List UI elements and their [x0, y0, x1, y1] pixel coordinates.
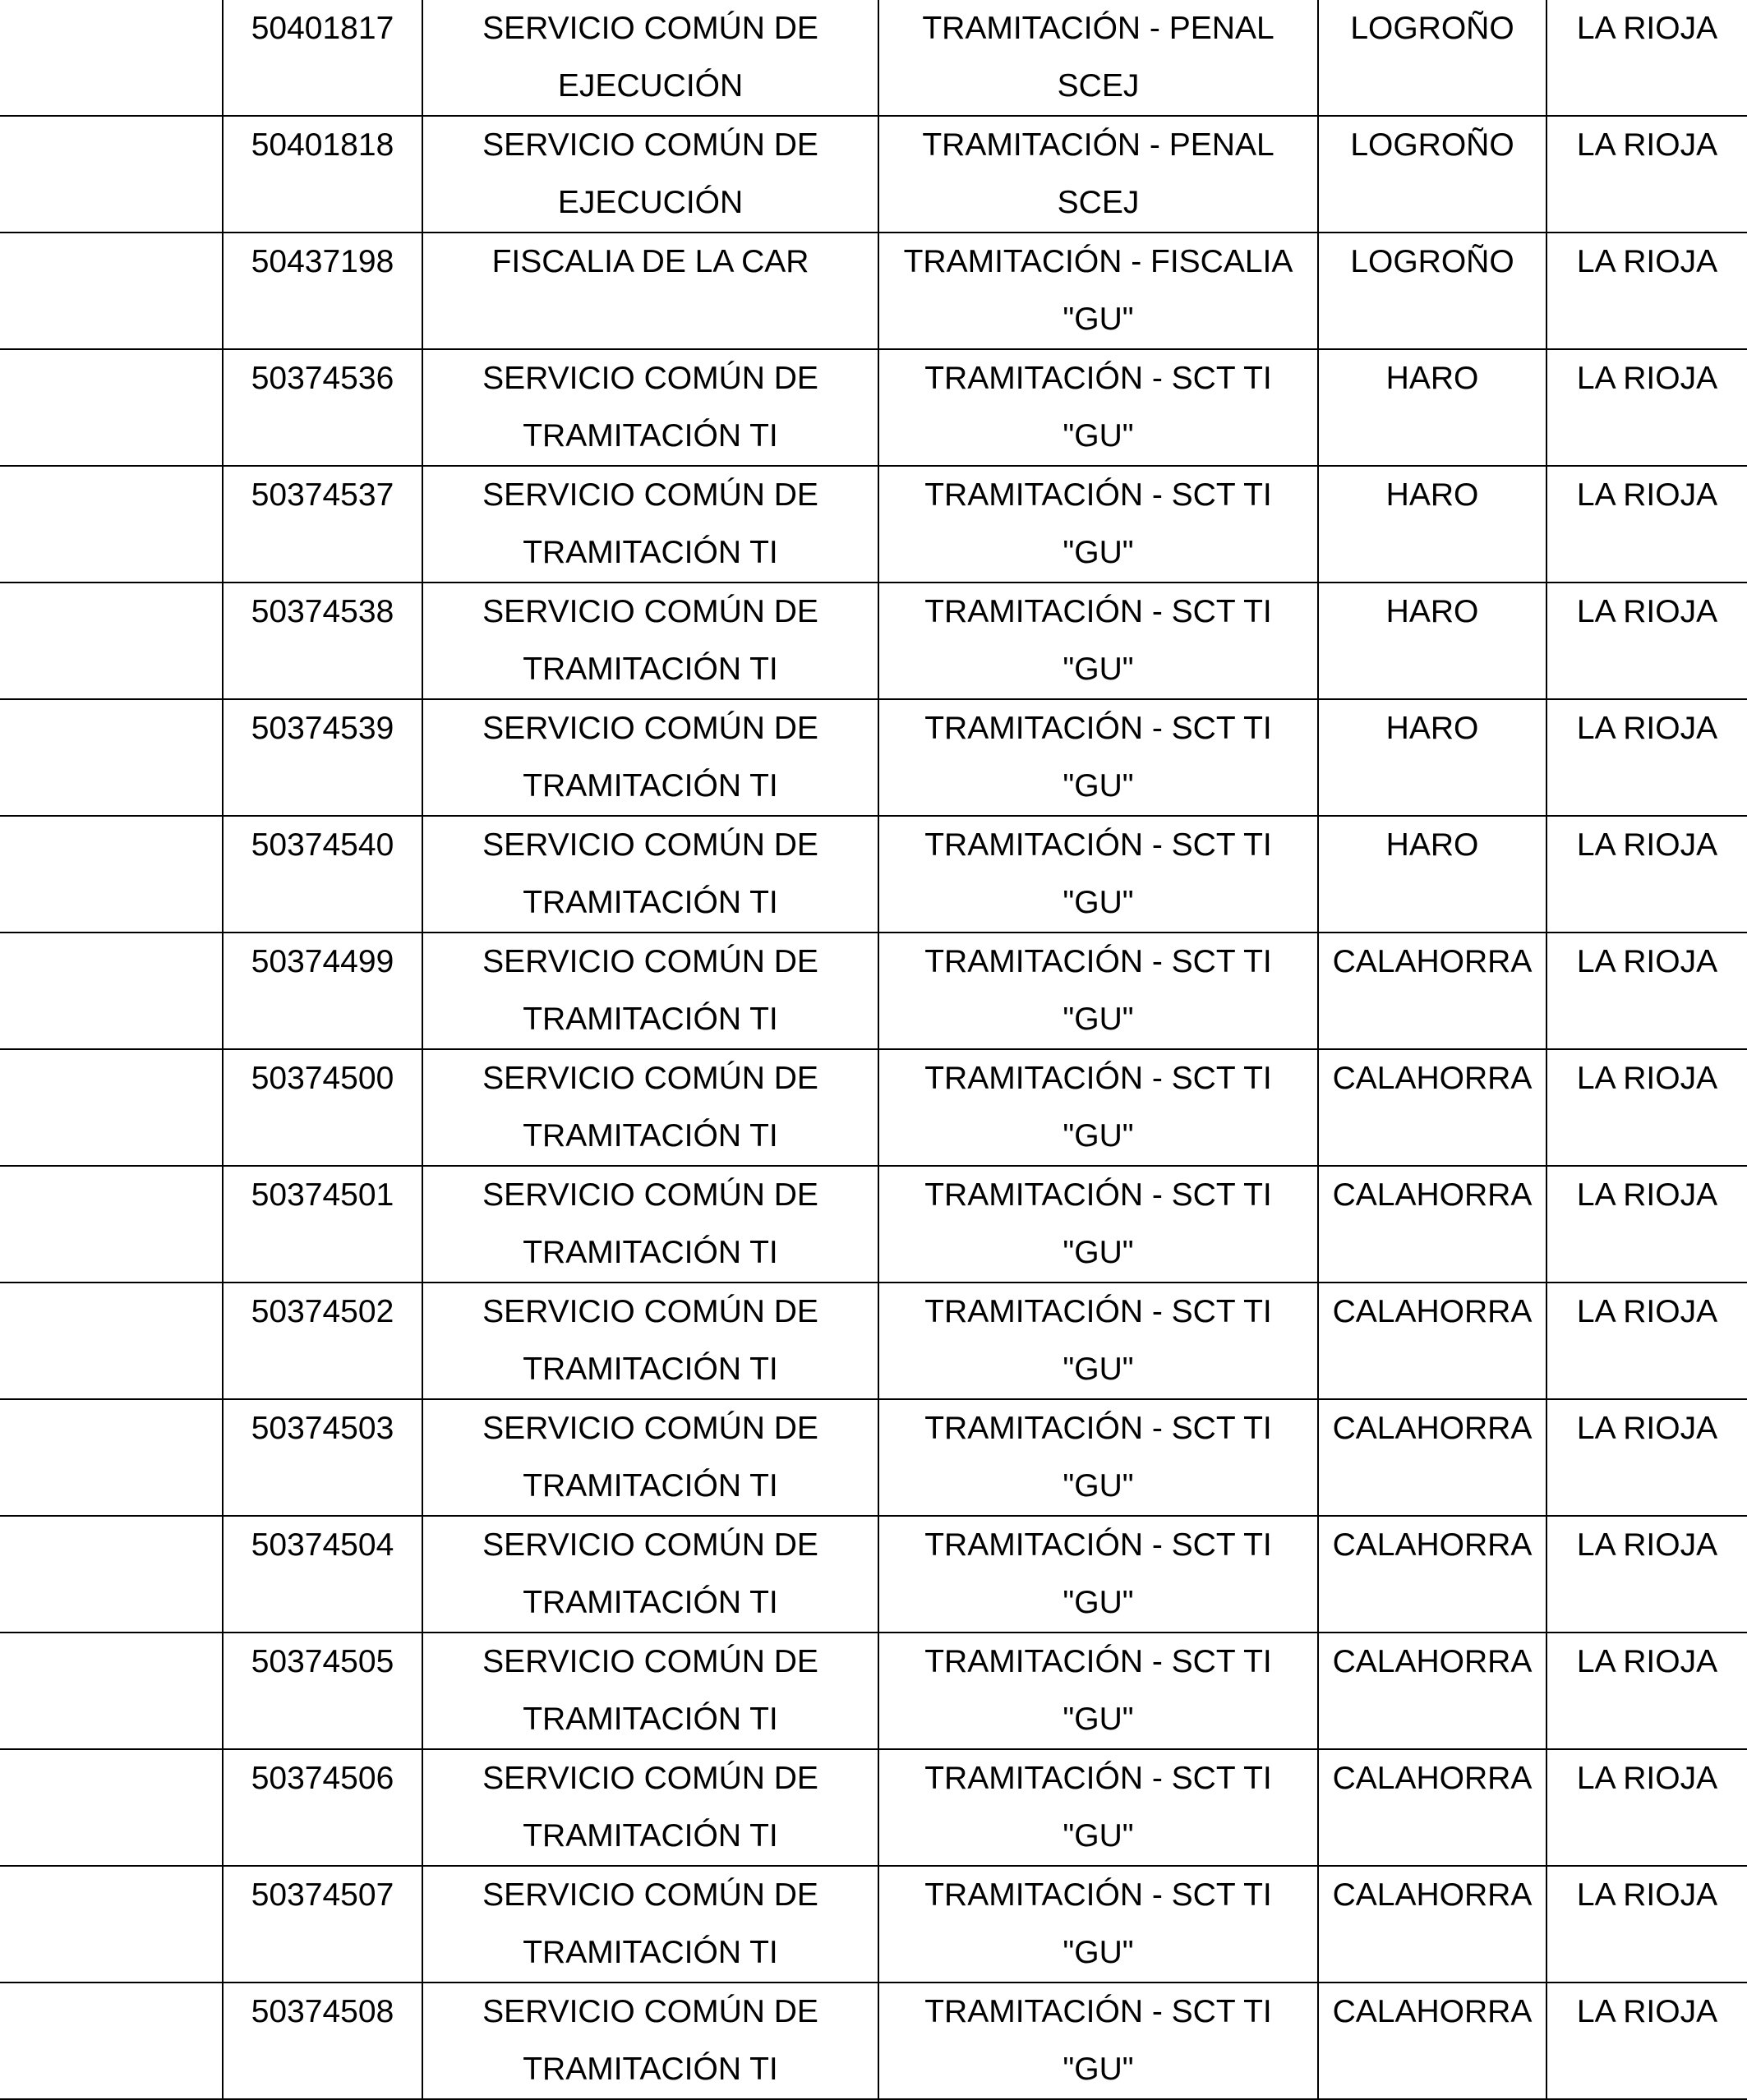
table-row [0, 233, 1747, 349]
code-cell [223, 1516, 422, 1633]
service-text-line-1: SERVICIO COMÚN DE [482, 1411, 818, 1446]
type-text-line-1: TRAMITACIÓN - SCT TI [924, 711, 1272, 746]
city-cell [1318, 0, 1546, 116]
type-text-line-1: TRAMITACIÓN - SCT TI [924, 1527, 1272, 1563]
type-cell [878, 933, 1318, 1049]
type-text-line-1: TRAMITACIÓN - SCT TI [924, 1761, 1272, 1796]
city-text: CALAHORRA [1332, 1877, 1533, 1913]
service-text-line-1: SERVICIO COMÚN DE [482, 594, 818, 629]
table-row [0, 0, 1747, 116]
region-text: LA RIOJA [1576, 1761, 1718, 1796]
type-text-line-2: "GU" [1062, 302, 1134, 337]
region-cell [1546, 1166, 1747, 1283]
type-text-line-2: "GU" [1062, 1818, 1134, 1854]
service-text-line-1: SERVICIO COMÚN DE [482, 944, 818, 979]
type-text-line-2: "GU" [1062, 1702, 1134, 1737]
type-text-line-1: TRAMITACIÓN - SCT TI [924, 1994, 1272, 2029]
code-cell [223, 116, 422, 233]
code-text: 50374536 [251, 361, 394, 396]
table-row [0, 699, 1747, 816]
region-text: LA RIOJA [1576, 594, 1718, 629]
region-cell [1546, 0, 1747, 116]
empty-cell [0, 116, 223, 233]
service-cell [422, 1983, 878, 2099]
region-text: LA RIOJA [1576, 1877, 1718, 1913]
type-cell [878, 816, 1318, 933]
city-text: CALAHORRA [1332, 1177, 1533, 1213]
type-text-line-2: "GU" [1062, 885, 1134, 920]
type-cell [878, 466, 1318, 583]
region-text: LA RIOJA [1576, 127, 1718, 163]
code-cell [223, 1633, 422, 1749]
type-text-line-1: TRAMITACIÓN - SCT TI [924, 827, 1272, 863]
service-cell [422, 1633, 878, 1749]
code-text: 50374501 [251, 1177, 394, 1213]
city-cell [1318, 1049, 1546, 1166]
type-text-line-2: "GU" [1062, 2052, 1134, 2087]
service-cell [422, 1283, 878, 1399]
empty-cell [0, 0, 223, 116]
city-cell [1318, 1283, 1546, 1399]
service-text-line-2: TRAMITACIÓN TI [523, 1935, 778, 1970]
type-cell [878, 1049, 1318, 1166]
region-text: LA RIOJA [1576, 11, 1718, 46]
service-text-line-2: TRAMITACIÓN TI [523, 1585, 778, 1620]
city-cell [1318, 1749, 1546, 1866]
code-text: 50374540 [251, 827, 394, 863]
service-text-line-2: TRAMITACIÓN TI [523, 768, 778, 804]
type-cell [878, 1283, 1318, 1399]
city-cell [1318, 349, 1546, 466]
service-text-line-2: TRAMITACIÓN TI [523, 1702, 778, 1737]
type-text-line-1: TRAMITACIÓN - PENAL [922, 11, 1275, 46]
code-cell [223, 1866, 422, 1983]
code-cell [223, 233, 422, 349]
city-cell [1318, 1516, 1546, 1633]
service-text-line-2: TRAMITACIÓN TI [523, 1235, 778, 1270]
city-cell [1318, 1866, 1546, 1983]
service-text-line-2: TRAMITACIÓN TI [523, 652, 778, 687]
service-text-line-2: TRAMITACIÓN TI [523, 418, 778, 454]
region-text: LA RIOJA [1576, 1994, 1718, 2029]
type-text-line-2: "GU" [1062, 1352, 1134, 1387]
service-text-line-1: SERVICIO COMÚN DE [482, 1761, 818, 1796]
type-text-line-2: "GU" [1062, 1585, 1134, 1620]
table-row [0, 466, 1747, 583]
service-text-line-2: TRAMITACIÓN TI [523, 885, 778, 920]
city-text: CALAHORRA [1332, 1061, 1533, 1096]
service-cell [422, 1516, 878, 1633]
code-cell [223, 1166, 422, 1283]
region-cell [1546, 1983, 1747, 2099]
empty-cell [0, 1983, 223, 2099]
service-cell [422, 933, 878, 1049]
code-cell [223, 1049, 422, 1166]
region-cell [1546, 1049, 1747, 1166]
region-cell [1546, 816, 1747, 933]
service-cell [422, 0, 878, 116]
service-text-line-2: EJECUCIÓN [557, 185, 744, 220]
region-cell [1546, 933, 1747, 1049]
type-text-line-2: "GU" [1062, 1468, 1134, 1504]
region-cell [1546, 1749, 1747, 1866]
region-text: LA RIOJA [1576, 944, 1718, 979]
type-text-line-2: "GU" [1062, 1235, 1134, 1270]
code-cell [223, 0, 422, 116]
city-cell [1318, 583, 1546, 699]
service-text-line-2: TRAMITACIÓN TI [523, 1818, 778, 1854]
type-cell [878, 1983, 1318, 2099]
city-cell [1318, 1633, 1546, 1749]
type-text-line-2: SCEJ [1057, 68, 1140, 104]
code-text: 50374502 [251, 1294, 394, 1329]
service-text-line-1: SERVICIO COMÚN DE [482, 361, 818, 396]
table-row [0, 1749, 1747, 1866]
empty-cell [0, 1283, 223, 1399]
empty-cell [0, 699, 223, 816]
table-row [0, 1283, 1747, 1399]
code-text: 50401817 [251, 11, 394, 46]
empty-cell [0, 1866, 223, 1983]
service-cell [422, 349, 878, 466]
code-text: 50374506 [251, 1761, 394, 1796]
service-cell [422, 116, 878, 233]
service-cell [422, 466, 878, 583]
region-cell [1546, 1633, 1747, 1749]
code-text: 50401818 [251, 127, 394, 163]
city-text: CALAHORRA [1332, 1994, 1533, 2029]
city-text: HARO [1385, 711, 1479, 746]
city-text: HARO [1385, 827, 1479, 863]
service-text-line-1: SERVICIO COMÚN DE [482, 827, 818, 863]
type-cell [878, 1516, 1318, 1633]
city-text: LOGROÑO [1350, 11, 1514, 46]
empty-cell [0, 583, 223, 699]
service-cell [422, 1049, 878, 1166]
code-text: 50374499 [251, 944, 394, 979]
region-text: LA RIOJA [1576, 1527, 1718, 1563]
code-text: 50374503 [251, 1411, 394, 1446]
region-text: LA RIOJA [1576, 1061, 1718, 1096]
type-text-line-1: TRAMITACIÓN - SCT TI [924, 594, 1272, 629]
service-text-line-1: SERVICIO COMÚN DE [482, 1877, 818, 1913]
code-text: 50374508 [251, 1994, 394, 2029]
region-cell [1546, 116, 1747, 233]
region-text: LA RIOJA [1576, 1177, 1718, 1213]
code-cell [223, 1749, 422, 1866]
type-text-line-2: "GU" [1062, 768, 1134, 804]
city-text: CALAHORRA [1332, 1294, 1533, 1329]
type-text-line-2: SCEJ [1057, 185, 1140, 220]
code-text: 50437198 [251, 244, 394, 279]
service-text-line-1: FISCALIA DE LA CAR [491, 244, 809, 279]
type-text-line-1: TRAMITACIÓN - SCT TI [924, 361, 1272, 396]
empty-cell [0, 1166, 223, 1283]
type-text-line-2: "GU" [1062, 418, 1134, 454]
empty-cell [0, 466, 223, 583]
city-cell [1318, 933, 1546, 1049]
service-text-line-1: SERVICIO COMÚN DE [482, 1994, 818, 2029]
service-cell [422, 1749, 878, 1866]
code-cell [223, 1983, 422, 2099]
table-row [0, 1633, 1747, 1749]
city-text: HARO [1385, 361, 1479, 396]
city-text: LOGROÑO [1350, 244, 1514, 279]
city-cell [1318, 1399, 1546, 1516]
city-cell [1318, 1166, 1546, 1283]
type-cell [878, 1399, 1318, 1516]
region-cell [1546, 466, 1747, 583]
table-row [0, 1516, 1747, 1633]
service-text-line-2: TRAMITACIÓN TI [523, 1002, 778, 1037]
service-text-line-2: TRAMITACIÓN TI [523, 1352, 778, 1387]
city-text: CALAHORRA [1332, 1527, 1533, 1563]
table-row [0, 349, 1747, 466]
type-cell [878, 233, 1318, 349]
city-text: HARO [1385, 594, 1479, 629]
code-cell [223, 1283, 422, 1399]
code-cell [223, 583, 422, 699]
type-cell [878, 1633, 1318, 1749]
empty-cell [0, 933, 223, 1049]
region-cell [1546, 583, 1747, 699]
code-text: 50374538 [251, 594, 394, 629]
service-text-line-2: TRAMITACIÓN TI [523, 1118, 778, 1154]
service-cell [422, 1399, 878, 1516]
service-text-line-2: TRAMITACIÓN TI [523, 2052, 778, 2087]
city-text: CALAHORRA [1332, 1761, 1533, 1796]
type-cell [878, 1166, 1318, 1283]
region-cell [1546, 1866, 1747, 1983]
service-cell [422, 583, 878, 699]
service-text-line-1: SERVICIO COMÚN DE [482, 1294, 818, 1329]
city-cell [1318, 1983, 1546, 2099]
service-text-line-1: SERVICIO COMÚN DE [482, 477, 818, 513]
code-cell [223, 1399, 422, 1516]
city-text: CALAHORRA [1332, 1411, 1533, 1446]
region-cell [1546, 1399, 1747, 1516]
region-text: LA RIOJA [1576, 1411, 1718, 1446]
service-text-line-1: SERVICIO COMÚN DE [482, 711, 818, 746]
service-cell [422, 1166, 878, 1283]
city-cell [1318, 816, 1546, 933]
region-text: LA RIOJA [1576, 711, 1718, 746]
service-text-line-1: SERVICIO COMÚN DE [482, 11, 818, 46]
service-text-line-1: SERVICIO COMÚN DE [482, 1177, 818, 1213]
type-text-line-2: "GU" [1062, 535, 1134, 570]
region-text: LA RIOJA [1576, 477, 1718, 513]
code-text: 50374539 [251, 711, 394, 746]
table-row [0, 583, 1747, 699]
service-text-line-2: TRAMITACIÓN TI [523, 535, 778, 570]
type-cell [878, 116, 1318, 233]
city-cell [1318, 699, 1546, 816]
region-text: LA RIOJA [1576, 1644, 1718, 1679]
code-cell [223, 349, 422, 466]
type-text-line-2: "GU" [1062, 1002, 1134, 1037]
table-row [0, 1866, 1747, 1983]
code-text: 50374507 [251, 1877, 394, 1913]
table-row [0, 1049, 1747, 1166]
type-text-line-1: TRAMITACIÓN - SCT TI [924, 1177, 1272, 1213]
type-text-line-1: TRAMITACIÓN - SCT TI [924, 1294, 1272, 1329]
region-text: LA RIOJA [1576, 361, 1718, 396]
type-text-line-1: TRAMITACIÓN - SCT TI [924, 1411, 1272, 1446]
type-text-line-2: "GU" [1062, 1118, 1134, 1154]
empty-cell [0, 233, 223, 349]
service-text-line-1: SERVICIO COMÚN DE [482, 127, 818, 163]
table-row [0, 816, 1747, 933]
service-cell [422, 233, 878, 349]
type-text-line-1: TRAMITACIÓN - SCT TI [924, 1877, 1272, 1913]
city-text: CALAHORRA [1332, 1644, 1533, 1679]
city-cell [1318, 233, 1546, 349]
type-text-line-1: TRAMITACIÓN - PENAL [922, 127, 1275, 163]
city-text: LOGROÑO [1350, 127, 1514, 163]
region-cell [1546, 349, 1747, 466]
region-cell [1546, 1283, 1747, 1399]
type-text-line-1: TRAMITACIÓN - SCT TI [924, 1061, 1272, 1096]
code-cell [223, 933, 422, 1049]
type-text-line-1: TRAMITACIÓN - SCT TI [924, 1644, 1272, 1679]
type-text-line-2: "GU" [1062, 1935, 1134, 1970]
type-cell [878, 349, 1318, 466]
empty-cell [0, 349, 223, 466]
city-text: CALAHORRA [1332, 944, 1533, 979]
type-text-line-2: "GU" [1062, 652, 1134, 687]
table-row [0, 1399, 1747, 1516]
service-cell [422, 1866, 878, 1983]
type-cell [878, 1749, 1318, 1866]
table-row [0, 933, 1747, 1049]
empty-cell [0, 1516, 223, 1633]
service-text-line-1: SERVICIO COMÚN DE [482, 1061, 818, 1096]
region-text: LA RIOJA [1576, 1294, 1718, 1329]
service-cell [422, 816, 878, 933]
empty-cell [0, 1049, 223, 1166]
region-text: LA RIOJA [1576, 244, 1718, 279]
type-cell [878, 699, 1318, 816]
table-row [0, 116, 1747, 233]
city-cell [1318, 466, 1546, 583]
service-text-line-2: TRAMITACIÓN TI [523, 1468, 778, 1504]
code-cell [223, 699, 422, 816]
empty-cell [0, 1399, 223, 1516]
service-text-line-1: SERVICIO COMÚN DE [482, 1527, 818, 1563]
type-cell [878, 583, 1318, 699]
code-cell [223, 466, 422, 583]
region-cell [1546, 233, 1747, 349]
table-row [0, 1983, 1747, 2099]
region-cell [1546, 1516, 1747, 1633]
code-cell [223, 816, 422, 933]
table-row [0, 1166, 1747, 1283]
type-text-line-1: TRAMITACIÓN - SCT TI [924, 944, 1272, 979]
code-text: 50374505 [251, 1644, 394, 1679]
empty-cell [0, 1633, 223, 1749]
type-text-line-1: TRAMITACIÓN - FISCALIA [903, 244, 1293, 279]
code-text: 50374504 [251, 1527, 394, 1563]
type-cell [878, 1866, 1318, 1983]
type-cell [878, 0, 1318, 116]
empty-cell [0, 816, 223, 933]
service-text-line-2: EJECUCIÓN [557, 68, 744, 104]
service-text-line-1: SERVICIO COMÚN DE [482, 1644, 818, 1679]
city-text: HARO [1385, 477, 1479, 513]
region-text: LA RIOJA [1576, 827, 1718, 863]
region-cell [1546, 699, 1747, 816]
code-text: 50374500 [251, 1061, 394, 1096]
empty-cell [0, 1749, 223, 1866]
service-cell [422, 699, 878, 816]
type-text-line-1: TRAMITACIÓN - SCT TI [924, 477, 1272, 513]
code-text: 50374537 [251, 477, 394, 513]
city-cell [1318, 116, 1546, 233]
